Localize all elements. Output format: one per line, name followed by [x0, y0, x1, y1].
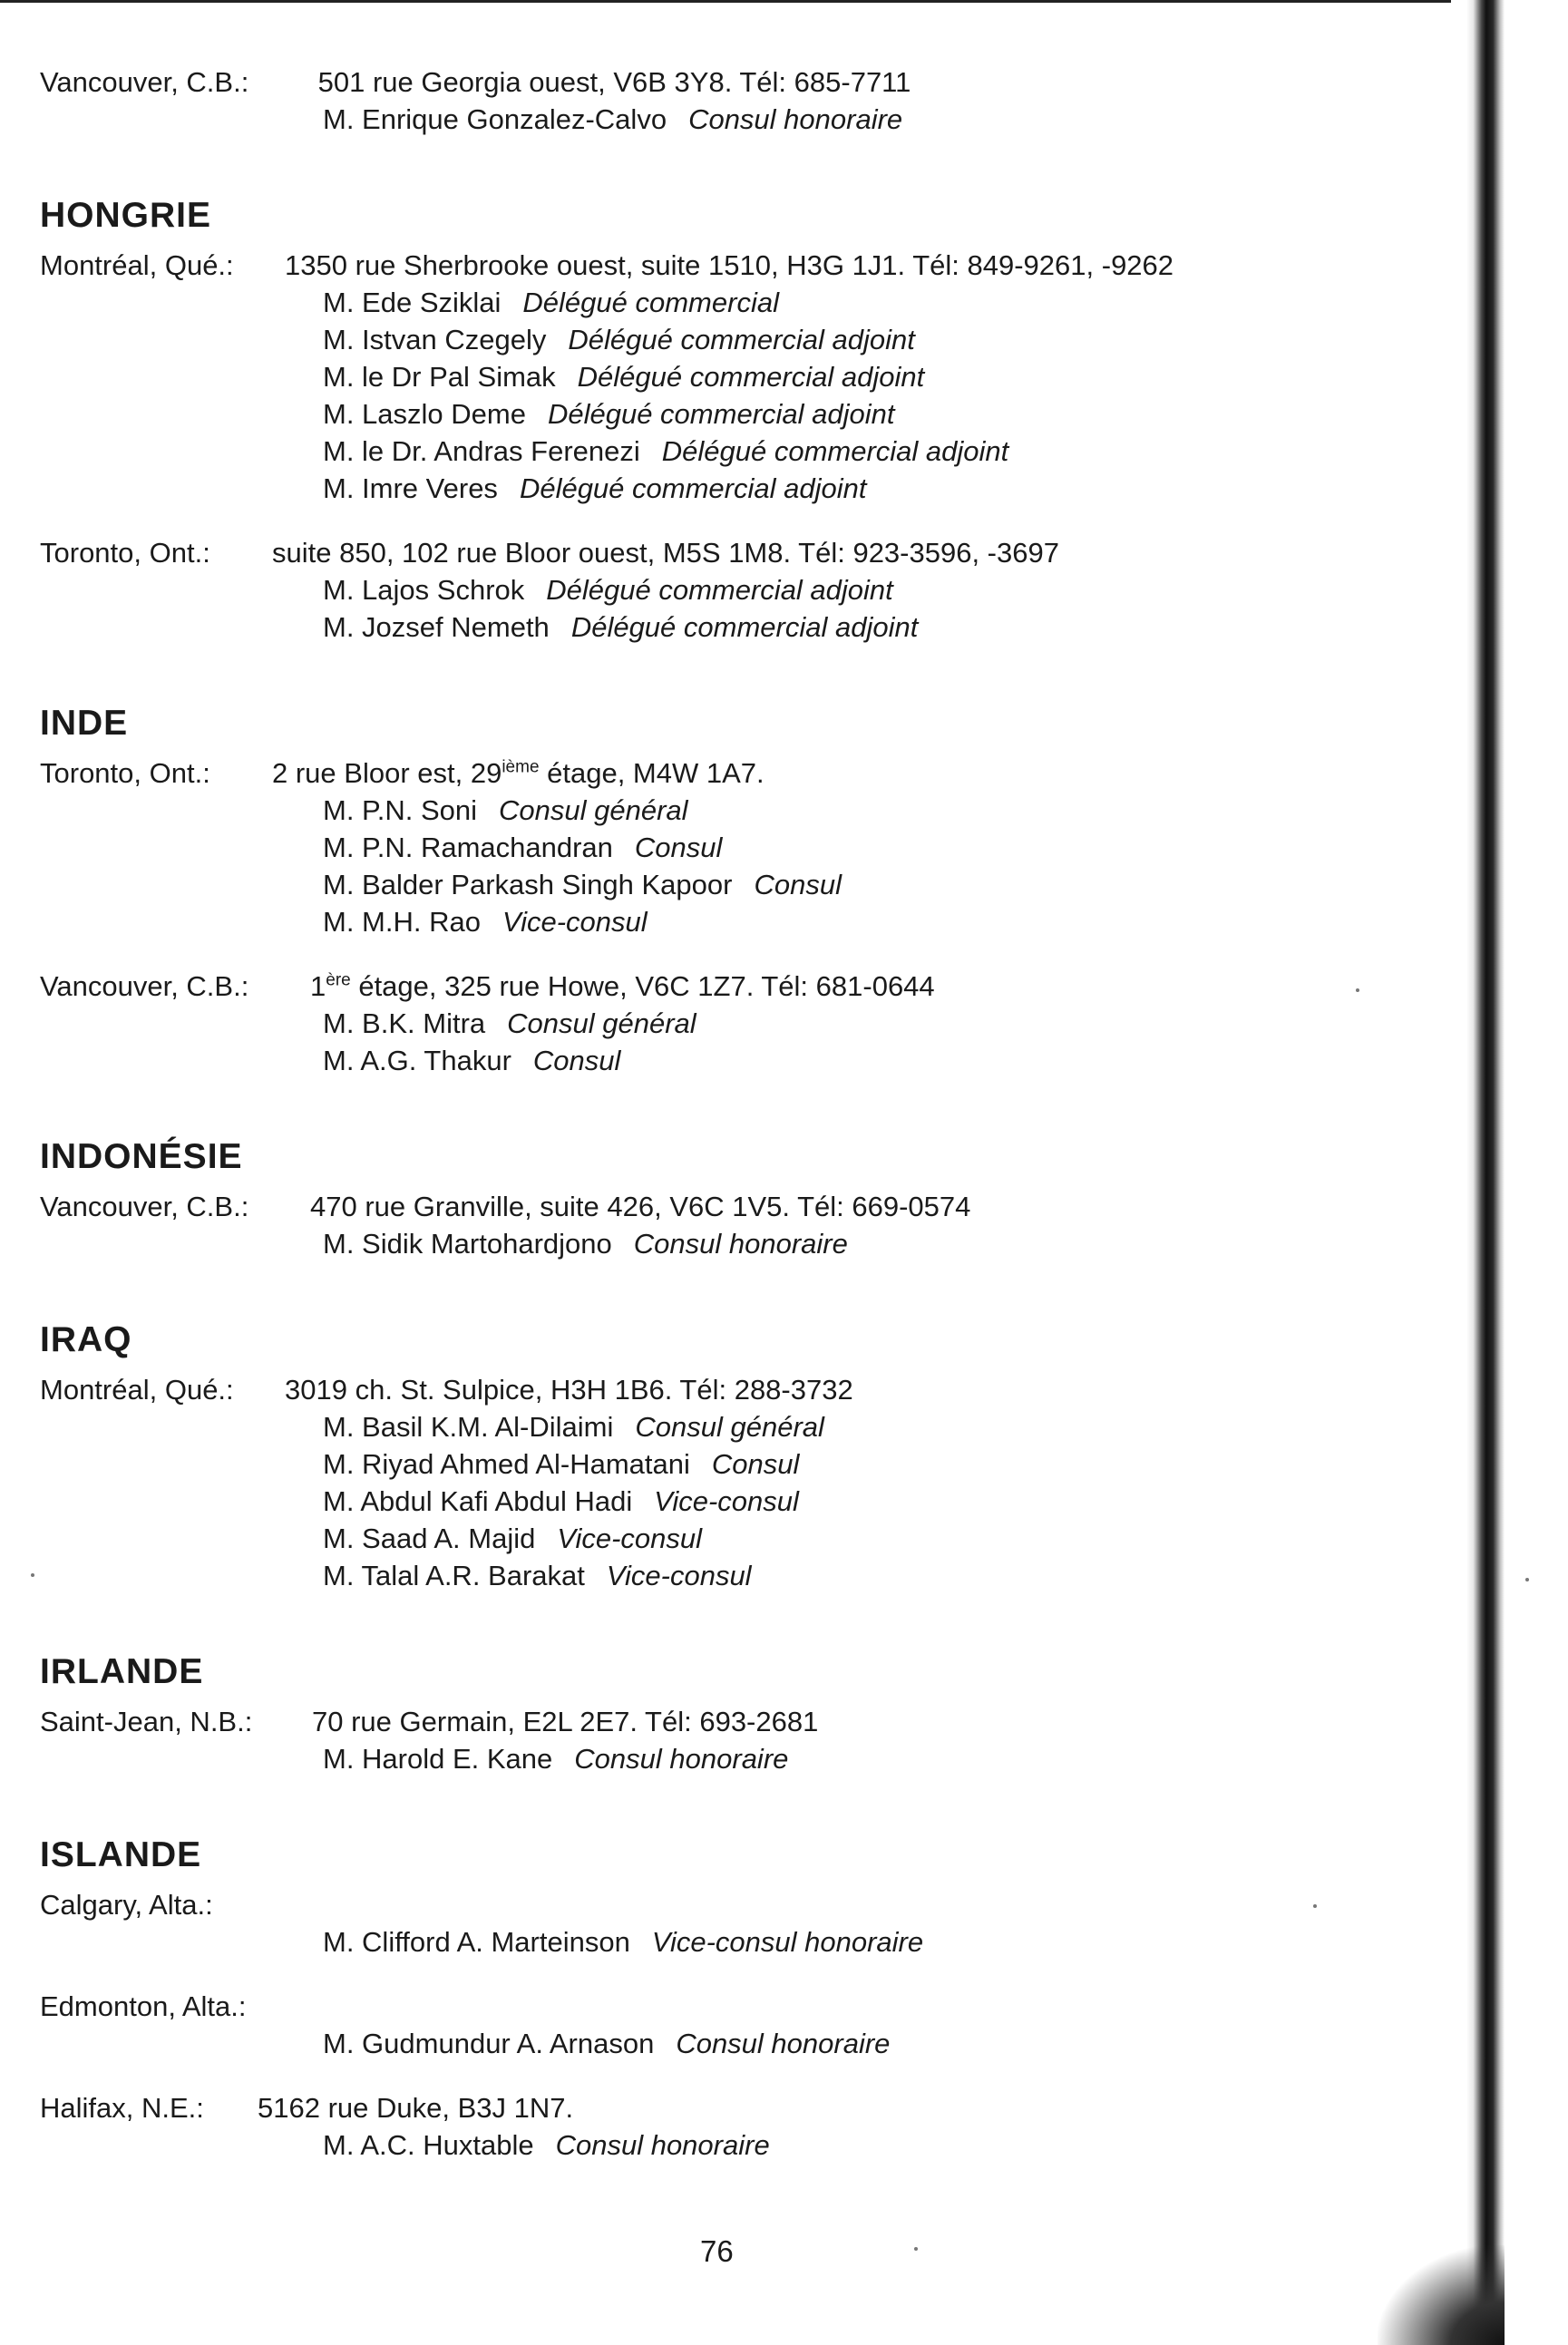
person-role: Délégué commercial adjoint	[546, 574, 893, 606]
top-rule	[0, 0, 1451, 3]
office-address: 1350 rue Sherbrooke ouest, suite 1510, H3G 1J1. Tél: 849-9261, -9262	[285, 249, 1174, 281]
person-line	[40, 1042, 1437, 1079]
person-role: Consul	[634, 832, 723, 863]
office-city: Vancouver, C.B.:	[40, 970, 249, 1002]
person-line	[40, 1520, 1437, 1557]
office-city: Edmonton, Alta.:	[40, 1990, 247, 2022]
person-line	[40, 866, 1437, 903]
office-line	[40, 534, 1437, 571]
office-line	[40, 754, 1437, 792]
office-line	[40, 968, 1437, 1005]
person-name: M. A.C. Huxtable	[323, 2129, 534, 2161]
office-address: 5162 rue Duke, B3J 1N7.	[258, 2092, 574, 2124]
office-gap	[40, 1961, 1437, 1988]
person-role: Consul général	[507, 1007, 696, 1039]
person-name: M. A.G. Thakur	[323, 1045, 511, 1076]
country-heading: HONGRIE	[40, 196, 212, 235]
person-role: Délégué commercial adjoint	[568, 324, 915, 355]
person-name: M. P.N. Soni	[323, 794, 478, 826]
person-line	[40, 284, 1437, 321]
person-name: M. Jozsef Nemeth	[323, 611, 550, 643]
office-city: Calgary, Alta.:	[40, 1889, 213, 1921]
person-line	[40, 1225, 1437, 1262]
floor-superscript: ième	[502, 757, 540, 777]
country-heading: INDE	[40, 704, 129, 743]
section-gap	[40, 138, 1437, 194]
office-address	[310, 968, 935, 1005]
person-line	[40, 101, 1437, 138]
person-line	[40, 470, 1437, 507]
address-text: 1	[310, 970, 326, 1002]
person-line	[40, 2126, 1437, 2164]
person-name: M. Laszlo Deme	[323, 398, 526, 430]
office-line	[40, 1188, 1437, 1225]
person-role: Vice-consul	[654, 1485, 799, 1517]
person-line	[40, 321, 1437, 358]
heading-gap	[40, 1694, 1437, 1703]
person-line	[40, 829, 1437, 866]
person-role: Consul	[754, 869, 842, 900]
person-role: Vice-consul honoraire	[651, 1926, 924, 1958]
office-address: 70 rue Germain, E2L 2E7. Tél: 693-2681	[312, 1706, 819, 1737]
person-name: M. Imre Veres	[323, 472, 498, 504]
person-role: Délégué commercial adjoint	[519, 472, 867, 504]
person-role: Consul général	[635, 1411, 824, 1443]
person-line	[40, 1740, 1437, 1777]
print-speck	[31, 1573, 34, 1577]
person-line	[40, 1005, 1437, 1042]
heading-gap	[40, 745, 1437, 754]
person-role: Délégué commercial adjoint	[577, 361, 925, 393]
person-role: Vice-consul	[606, 1560, 752, 1591]
office-address: suite 850, 102 rue Bloor ouest, M5S 1M8. Tél: 923-3596, -3697	[272, 537, 1059, 569]
person-name: M. Basil K.M. Al-Dilaimi	[323, 1411, 614, 1443]
office-city: Vancouver, C.B.:	[40, 1191, 249, 1222]
office-line	[40, 63, 1437, 101]
section-gap	[40, 1777, 1437, 1834]
office-line	[40, 1371, 1437, 1408]
person-role: Vice-consul	[557, 1523, 703, 1554]
heading-gap	[40, 1362, 1437, 1371]
person-line	[40, 1408, 1437, 1445]
person-name: M. Gudmundur A. Arnason	[323, 2028, 655, 2059]
office-city: Toronto, Ont.:	[40, 757, 210, 789]
person-line	[40, 792, 1437, 829]
person-line	[40, 1483, 1437, 1520]
office-city: Saint-Jean, N.B.:	[40, 1706, 253, 1737]
person-line	[40, 903, 1437, 940]
office-city: Montréal, Qué.:	[40, 1374, 234, 1406]
heading-gap	[40, 238, 1437, 247]
office-line	[40, 2089, 1437, 2126]
section-gap	[40, 1594, 1437, 1650]
directory-content	[40, 63, 1437, 2164]
office-address: 501 rue Georgia ouest, V6B 3Y8. Tél: 685-7711	[317, 66, 911, 98]
office-line	[40, 1988, 1437, 2025]
person-line	[40, 358, 1437, 395]
binding-shadow	[1378, 2245, 1505, 2345]
office-city: Halifax, N.E.:	[40, 2092, 204, 2124]
person-role: Consul	[532, 1045, 621, 1076]
person-line	[40, 433, 1437, 470]
person-name: M. Balder Parkash Singh Kapoor	[323, 869, 733, 900]
office-address: 3019 ch. St. Sulpice, H3H 1B6. Tél: 288-3732	[285, 1374, 853, 1406]
person-name: M. Lajos Schrok	[323, 574, 525, 606]
person-role: Consul honoraire	[574, 1743, 789, 1775]
office-address: 470 rue Granville, suite 426, V6C 1V5. Tél: 669-0574	[310, 1191, 971, 1222]
person-role: Consul honoraire	[676, 2028, 891, 2059]
person-line	[40, 608, 1437, 646]
floor-superscript: ère	[326, 970, 351, 990]
person-name: M. M.H. Rao	[323, 906, 481, 938]
person-name: M. le Dr. Andras Ferenezi	[323, 435, 640, 467]
person-name: M. Istvan Czegely	[323, 324, 547, 355]
person-name: M. Harold E. Kane	[323, 1743, 553, 1775]
person-name: M. Ede Sziklai	[323, 287, 502, 318]
office-address	[272, 754, 765, 792]
section-gap	[40, 1262, 1437, 1318]
office-line	[40, 1703, 1437, 1740]
office-city: Toronto, Ont.:	[40, 537, 210, 569]
person-name: M. P.N. Ramachandran	[323, 832, 613, 863]
office-city: Montréal, Qué.:	[40, 249, 234, 281]
person-role: Consul	[711, 1448, 800, 1480]
person-name: M. Saad A. Majid	[323, 1523, 536, 1554]
person-name: M. B.K. Mitra	[323, 1007, 486, 1039]
person-role: Vice-consul	[502, 906, 648, 938]
person-role: Délégué commercial adjoint	[661, 435, 1009, 467]
page-number: 76	[700, 2234, 734, 2268]
country-heading: IRLANDE	[40, 1652, 204, 1691]
country-heading: INDONÉSIE	[40, 1137, 243, 1176]
section-gap	[40, 646, 1437, 702]
person-line	[40, 2025, 1437, 2062]
person-role: Consul général	[499, 794, 688, 826]
person-name: M. Enrique Gonzalez-Calvo	[323, 103, 667, 135]
country-heading: ISLANDE	[40, 1835, 202, 1874]
address-text: étage, 325 rue Howe, V6C 1Z7. Tél: 681-0644	[350, 970, 935, 1002]
address-text: étage, M4W 1A7.	[539, 757, 765, 789]
person-role: Consul honoraire	[633, 1228, 848, 1260]
person-role: Délégué commercial	[522, 287, 779, 318]
person-line	[40, 1557, 1437, 1594]
country-heading: IRAQ	[40, 1320, 132, 1359]
office-city: Vancouver, C.B.:	[40, 66, 249, 98]
print-speck	[914, 2247, 918, 2251]
country-sections	[40, 138, 1437, 2164]
person-name: M. Clifford A. Marteinson	[323, 1926, 630, 1958]
office-line	[40, 1886, 1437, 1923]
address-text: 2 rue Bloor est, 29	[272, 757, 502, 789]
office-gap	[40, 507, 1437, 534]
print-speck	[1313, 1904, 1317, 1908]
person-name: M. Riyad Ahmed Al-Hamatani	[323, 1448, 690, 1480]
section-gap	[40, 1079, 1437, 1135]
office-line	[40, 247, 1437, 284]
person-name: M. Abdul Kafi Abdul Hadi	[323, 1485, 633, 1517]
person-role: Délégué commercial adjoint	[547, 398, 895, 430]
print-speck	[1525, 1578, 1529, 1581]
office-gap	[40, 940, 1437, 968]
office-gap	[40, 2062, 1437, 2089]
binding-edge	[1466, 0, 1505, 2345]
print-speck	[1356, 988, 1359, 992]
person-line	[40, 395, 1437, 433]
person-role: Consul honoraire	[688, 103, 903, 135]
person-line	[40, 571, 1437, 608]
person-name: M. le Dr Pal Simak	[323, 361, 556, 393]
person-role: Délégué commercial adjoint	[570, 611, 919, 643]
person-role: Consul honoraire	[555, 2129, 770, 2161]
person-line	[40, 1445, 1437, 1483]
person-name: M. Talal A.R. Barakat	[323, 1560, 585, 1591]
person-name: M. Sidik Martohardjono	[323, 1228, 612, 1260]
heading-gap	[40, 1877, 1437, 1886]
person-line	[40, 1923, 1437, 1961]
heading-gap	[40, 1179, 1437, 1188]
